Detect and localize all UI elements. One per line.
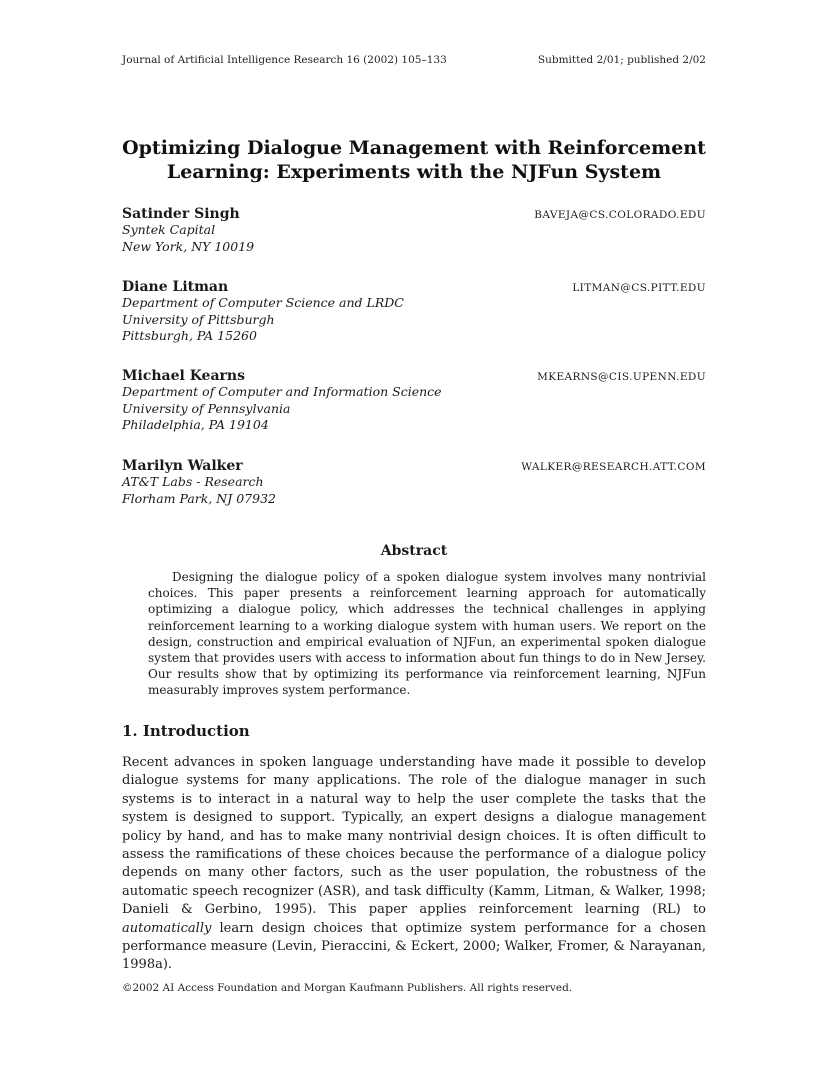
abstract-text: Designing the dialogue policy of a spoken dialogue system involves many nontrivial choices. This paper presents a reinforcement learning approach for automatically optimizing a dialogue policy, which addresses the technical challenges in applying reinforcement learning to a working dialogue system with human users. We report on the design, construction and empirical evaluation of NJFun, an experimental spoken dialogue system that provides users with access to information about fun things to do in New Jersey. Our results show that by optimizing its performance via reinforcement learning, NJFun measurably improves system performance. (148, 570, 706, 698)
author-email[interactable]: LITMAN@CS.PITT.EDU (572, 282, 706, 294)
submission-dates: Submitted 2/01; published 2/02 (537, 54, 706, 66)
author-block (122, 279, 706, 345)
affiliation-line: Syntek Capital (122, 222, 216, 237)
copyright-footer: ©2002 AI Access Foundation and Morgan Kaufmann Publishers. All rights reserved. (122, 982, 573, 994)
emphasized-word: automatically (122, 920, 212, 936)
author-email[interactable]: WALKER@RESEARCH.ATT.COM (521, 461, 706, 473)
author-email[interactable]: MKEARNS@CIS.UPENN.EDU (537, 371, 706, 383)
author-name: Diane Litman (122, 279, 229, 295)
author-block (122, 206, 706, 255)
journal-citation: Journal of Artificial Intelligence Research 16 (2002) 105–133 (122, 54, 447, 66)
section-heading: 1. Introduction (122, 722, 250, 740)
affiliation-line: Department of Computer and Information Science (122, 384, 442, 399)
section-paragraph (122, 754, 706, 975)
affiliation-line: New York, NY 10019 (122, 238, 255, 254)
author-name: Satinder Singh (122, 206, 240, 222)
author-email[interactable]: BAVEJA@CS.COLORADO.EDU (534, 209, 706, 221)
affiliation-line: Florham Park, NJ 07932 (122, 490, 276, 506)
paper-title: Optimizing Dialogue Management with Reinforcement Learning: Experiments with the NJFun System (122, 137, 706, 183)
abstract-heading: Abstract (380, 543, 448, 559)
author-name: Marilyn Walker (122, 458, 243, 474)
running-header (122, 54, 706, 66)
affiliation-line: University of Pittsburgh (122, 311, 275, 327)
paragraph-text: learn design choices that optimize system performance for a chosen performance measure (Levin, Pieraccini, & Eckert, 2000; Walker, Fromer, & Narayanan, 1998a). (122, 920, 707, 973)
author-block (122, 458, 706, 507)
affiliation-line: Pittsburgh, PA 15260 (122, 328, 257, 343)
affiliation-line: Philadelphia, PA 19104 (122, 417, 269, 432)
paragraph-text: Recent advances in spoken language understanding have made it possible to develop dialogue systems for many applications. The role of the dialogue manager in such systems is to interact in a natural way to help the user complete the tasks that the system is designed to support. Typically, an expert designs a dialogue management policy by hand, and has to make many nontrivial design choices. It is often difficult to assess the ramifications of these choices because the performance of a dialogue policy depends on many other factors, such as the user population, the robustness of the automatic speech recognizer (ASR), and task difficulty (Kamm, Litman, & Walker, 1998; Danieli & Gerbino, 1995). This paper applies reinforcement learning (RL) to (122, 755, 706, 918)
author-block (122, 368, 706, 434)
affiliation-line: University of Pennsylvania (122, 400, 291, 416)
affiliation-line: AT&T Labs - Research (122, 474, 264, 489)
author-name: Michael Kearns (122, 368, 245, 384)
affiliation-line: Department of Computer Science and LRDC (122, 295, 404, 310)
